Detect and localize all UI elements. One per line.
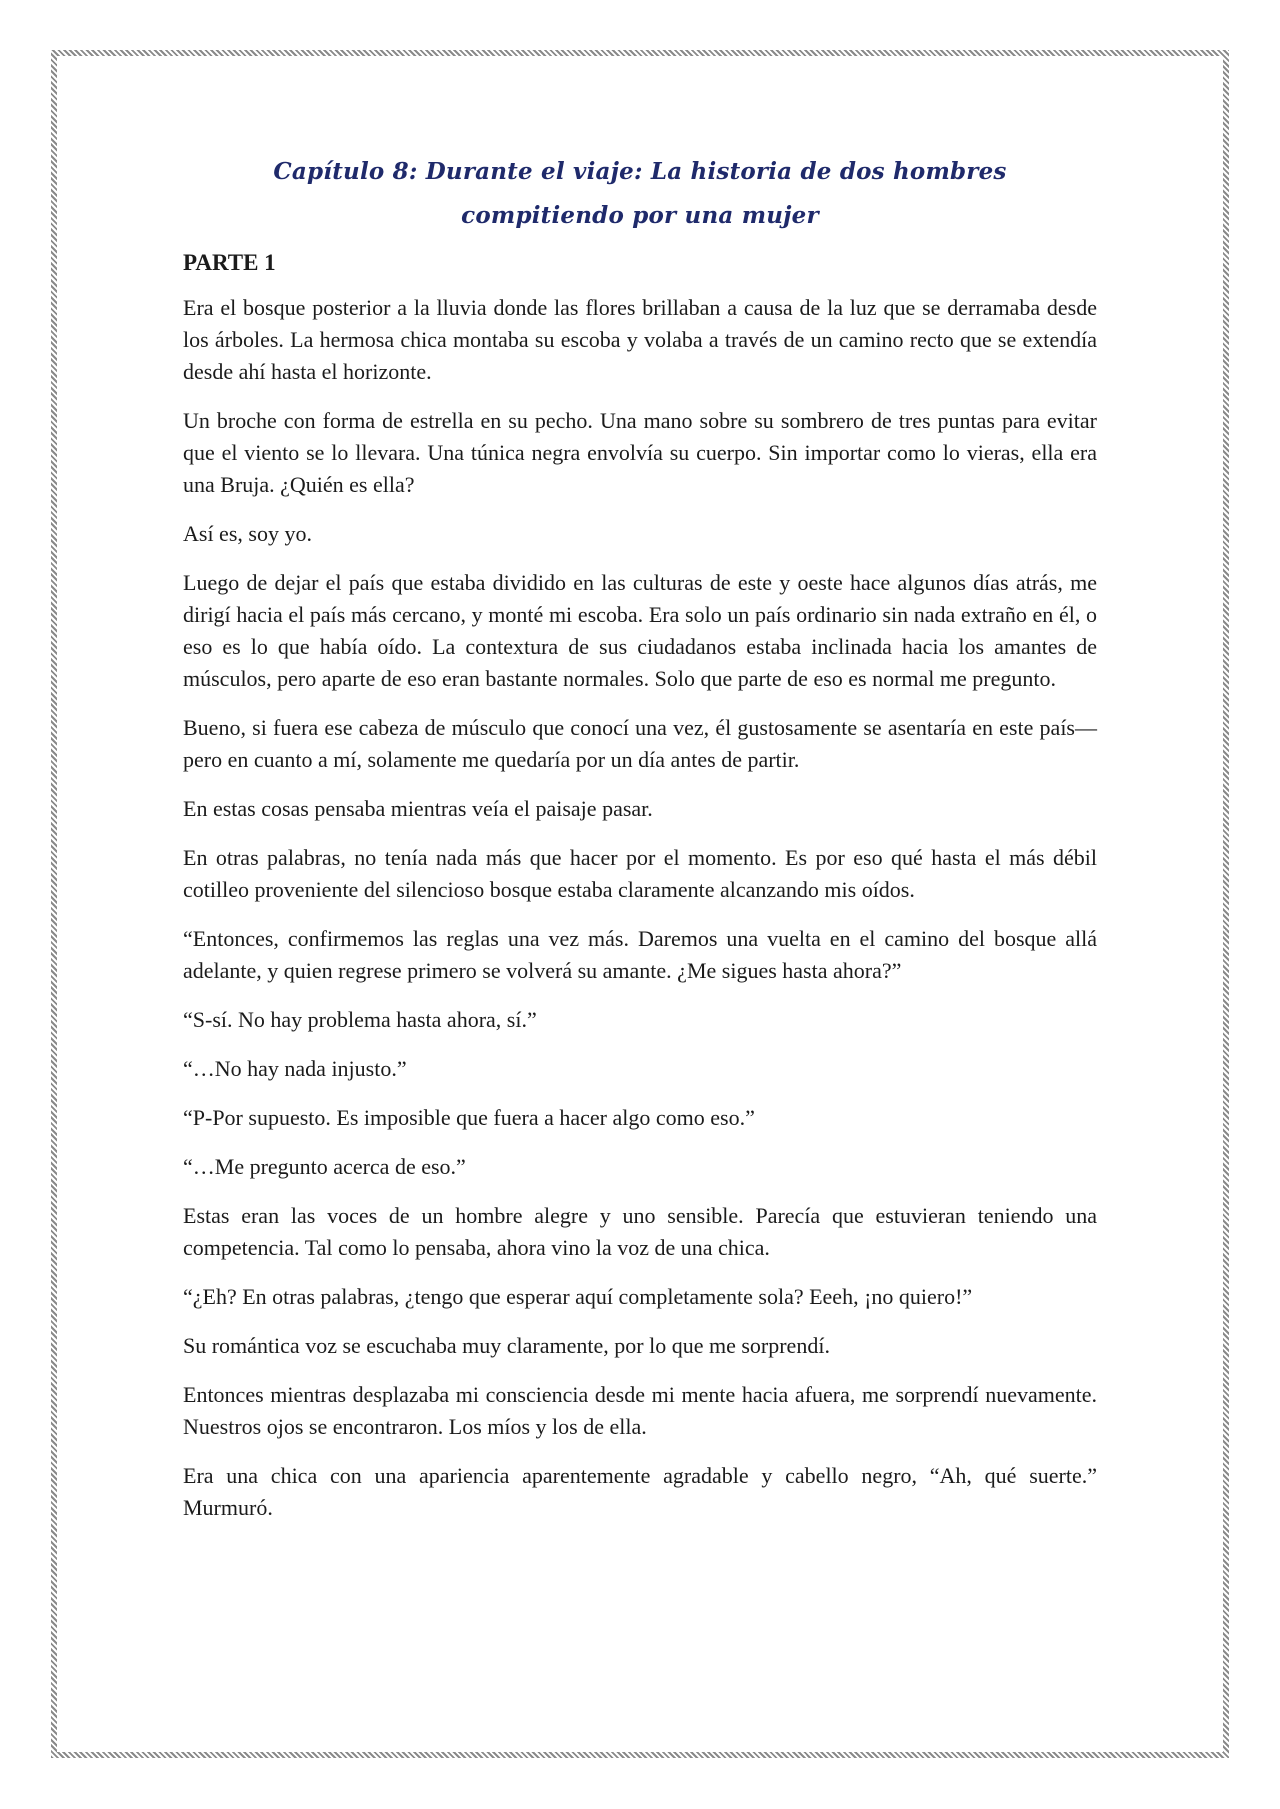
part-heading: PARTE 1 <box>183 250 276 275</box>
paragraph-4: Luego de dejar el país que estaba dividido en las culturas de este y oeste hace algunos días atrás, me dirigí hacia el país más cercano, y monté mi escoba. Era solo un país ordinario sin nada extraño en él, o eso es lo que había oído. La contextura de sus ciudadanos estaba inclinada hacia los amantes de músculos, pero aparte de eso eran bastante normales. Solo que parte de eso es normal me pregunto. <box>183 570 1097 691</box>
paragraph-15: Su romántica voz se escuchaba muy claramente, por lo que me sorprendí. <box>183 1333 830 1358</box>
page-content <box>183 150 1097 1541</box>
paragraph-12: “…Me pregunto acerca de eso.” <box>183 1154 466 1179</box>
paragraph-14: “¿Eh? En otras palabras, ¿tengo que esperar aquí completamente sola? Eeeh, ¡no quiero!” <box>183 1284 973 1309</box>
paragraph-6: En estas cosas pensaba mientras veía el paisaje pasar. <box>183 796 653 821</box>
paragraph-7: En otras palabras, no tenía nada más que hacer por el momento. Es por eso qué hasta el más débil cotilleo proveniente del silencioso bosque estaba claramente alcanzando mis oídos. <box>183 845 1097 902</box>
paragraph-2: Un broche con forma de estrella en su pecho. Una mano sobre su sombrero de tres puntas para evitar que el viento se lo llevara. Una túnica negra envolvía su cuerpo. Sin importar como lo vieras, ella era una Bruja. ¿Quién es ella? <box>183 408 1097 497</box>
chapter-title-line-2: compitiendo por una mujer <box>461 202 819 229</box>
paragraph-9: “S-sí. No hay problema hasta ahora, sí.” <box>183 1007 537 1032</box>
chapter-title-line-1: Capítulo 8: Durante el viaje: La historia de dos hombres <box>273 158 1007 185</box>
paragraph-10: “…No hay nada injusto.” <box>183 1056 407 1081</box>
chapter-title <box>183 150 1097 238</box>
paragraph-11: “P-Por supuesto. Es imposible que fuera a hacer algo como eso.” <box>183 1105 755 1130</box>
paragraph-5: Bueno, si fuera ese cabeza de músculo que conocí una vez, él gustosamente se asentaría en este país—pero en cuanto a mí, solamente me quedaría por un día antes de partir. <box>183 715 1097 772</box>
paragraph-1: Era el bosque posterior a la lluvia donde las flores brillaban a causa de la luz que se derramaba desde los árboles. La hermosa chica montaba su escoba y volaba a través de un camino recto que se extendía desde ahí hasta el horizonte. <box>183 295 1097 384</box>
paragraph-16: Entonces mientras desplazaba mi consciencia desde mi mente hacia afuera, me sorprendí nuevamente. Nuestros ojos se encontraron. Los míos y los de ella. <box>183 1382 1097 1439</box>
paragraph-3: Así es, soy yo. <box>183 521 312 546</box>
paragraph-13: Estas eran las voces de un hombre alegre y uno sensible. Parecía que estuvieran teniendo una competencia. Tal como lo pensaba, ahora vino la voz de una chica. <box>183 1203 1097 1260</box>
paragraph-17: Era una chica con una apariencia aparentemente agradable y cabello negro, “Ah, qué suerte.” Murmuró. <box>183 1463 1097 1520</box>
paragraph-8: “Entonces, confirmemos las reglas una vez más. Daremos una vuelta en el camino del bosque allá adelante, y quien regrese primero se volverá su amante. ¿Me sigues hasta ahora?” <box>183 926 1097 983</box>
